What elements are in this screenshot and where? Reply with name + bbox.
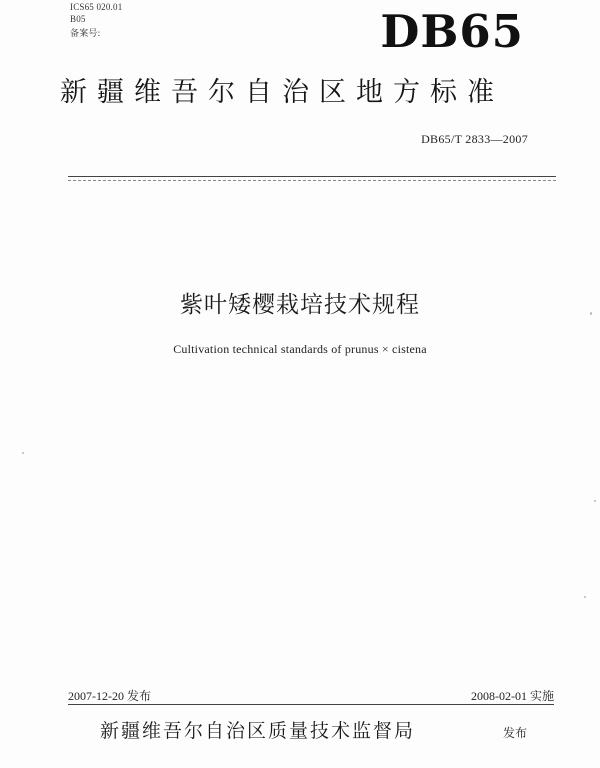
scan-speck [22, 452, 24, 454]
ics-code: ICS65 020.01 [70, 2, 123, 12]
publisher-name: 新疆维吾尔自治区质量技术监督局 [100, 720, 416, 742]
db65-logo: DB65 [380, 5, 524, 58]
scan-speck [594, 500, 596, 502]
scan-speck [590, 312, 592, 315]
scan-speck [584, 596, 586, 598]
top-divider [68, 176, 556, 177]
top-divider-secondary [68, 180, 556, 181]
document-title-chinese: 紫叶矮樱栽培技术规程 [180, 292, 420, 318]
issue-date: 2007-12-20 发布 [68, 689, 151, 703]
implementation-date: 2008-02-01 实施 [471, 689, 554, 703]
standard-number: DB65/T 2833—2007 [421, 132, 528, 146]
document-title-english: Cultivation technical standards of prunus × cistena [173, 342, 427, 356]
bottom-divider [68, 704, 554, 705]
publisher-suffix: 发布 [503, 726, 528, 740]
standard-type-heading: 新疆维吾尔自治区地方标准 [60, 77, 504, 108]
category-code: B05 [70, 14, 86, 24]
record-number-label: 备案号: [70, 28, 101, 38]
